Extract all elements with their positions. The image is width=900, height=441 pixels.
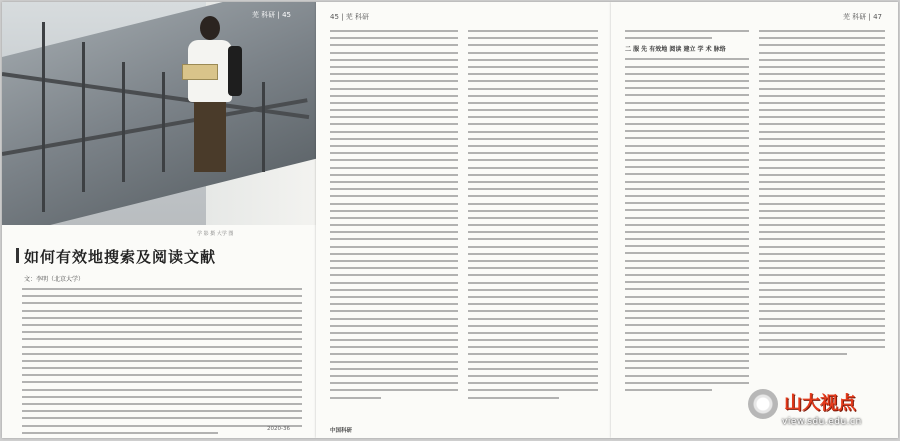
text-column-right <box>759 30 885 361</box>
watermark-url: view.sdu.edu.cn <box>782 417 862 427</box>
photo-caption: 学 影 摄 大学 图 <box>197 231 234 237</box>
page-header-label: 45 | 芜 科研 <box>330 13 369 21</box>
section-subheading: 二 服 先 有效地 阅读 建立 学 术 脉络 <box>625 46 726 54</box>
photo-post <box>122 62 125 182</box>
photo-post <box>42 22 45 212</box>
page-header-label: 芜 科研 | 45 <box>252 11 291 19</box>
photo-post <box>262 82 265 172</box>
text-column-right <box>468 30 598 404</box>
photo-post <box>82 42 85 192</box>
photo-post <box>162 72 165 172</box>
left-page <box>2 2 316 438</box>
text-column-left <box>330 30 458 404</box>
photo-student-reading <box>180 16 240 176</box>
page-header-label: 芜 科研 | 47 <box>843 13 882 21</box>
text-column-left <box>625 30 749 396</box>
article-title: 如何有效地搜索及阅读文献 <box>24 248 217 266</box>
page-footer: 2020-36 <box>267 426 290 432</box>
watermark-logo-icon <box>748 389 778 419</box>
page-footer: 中国科研 <box>330 428 353 434</box>
right-page <box>611 2 898 438</box>
watermark-brand: 山大视点 <box>784 393 856 414</box>
article-body-column <box>22 288 302 439</box>
article-author: 文：李明（北京大学） <box>24 276 85 283</box>
cover-photo <box>2 2 316 225</box>
title-accent-bar <box>16 248 19 263</box>
watermark <box>744 387 894 435</box>
middle-page <box>316 2 611 438</box>
